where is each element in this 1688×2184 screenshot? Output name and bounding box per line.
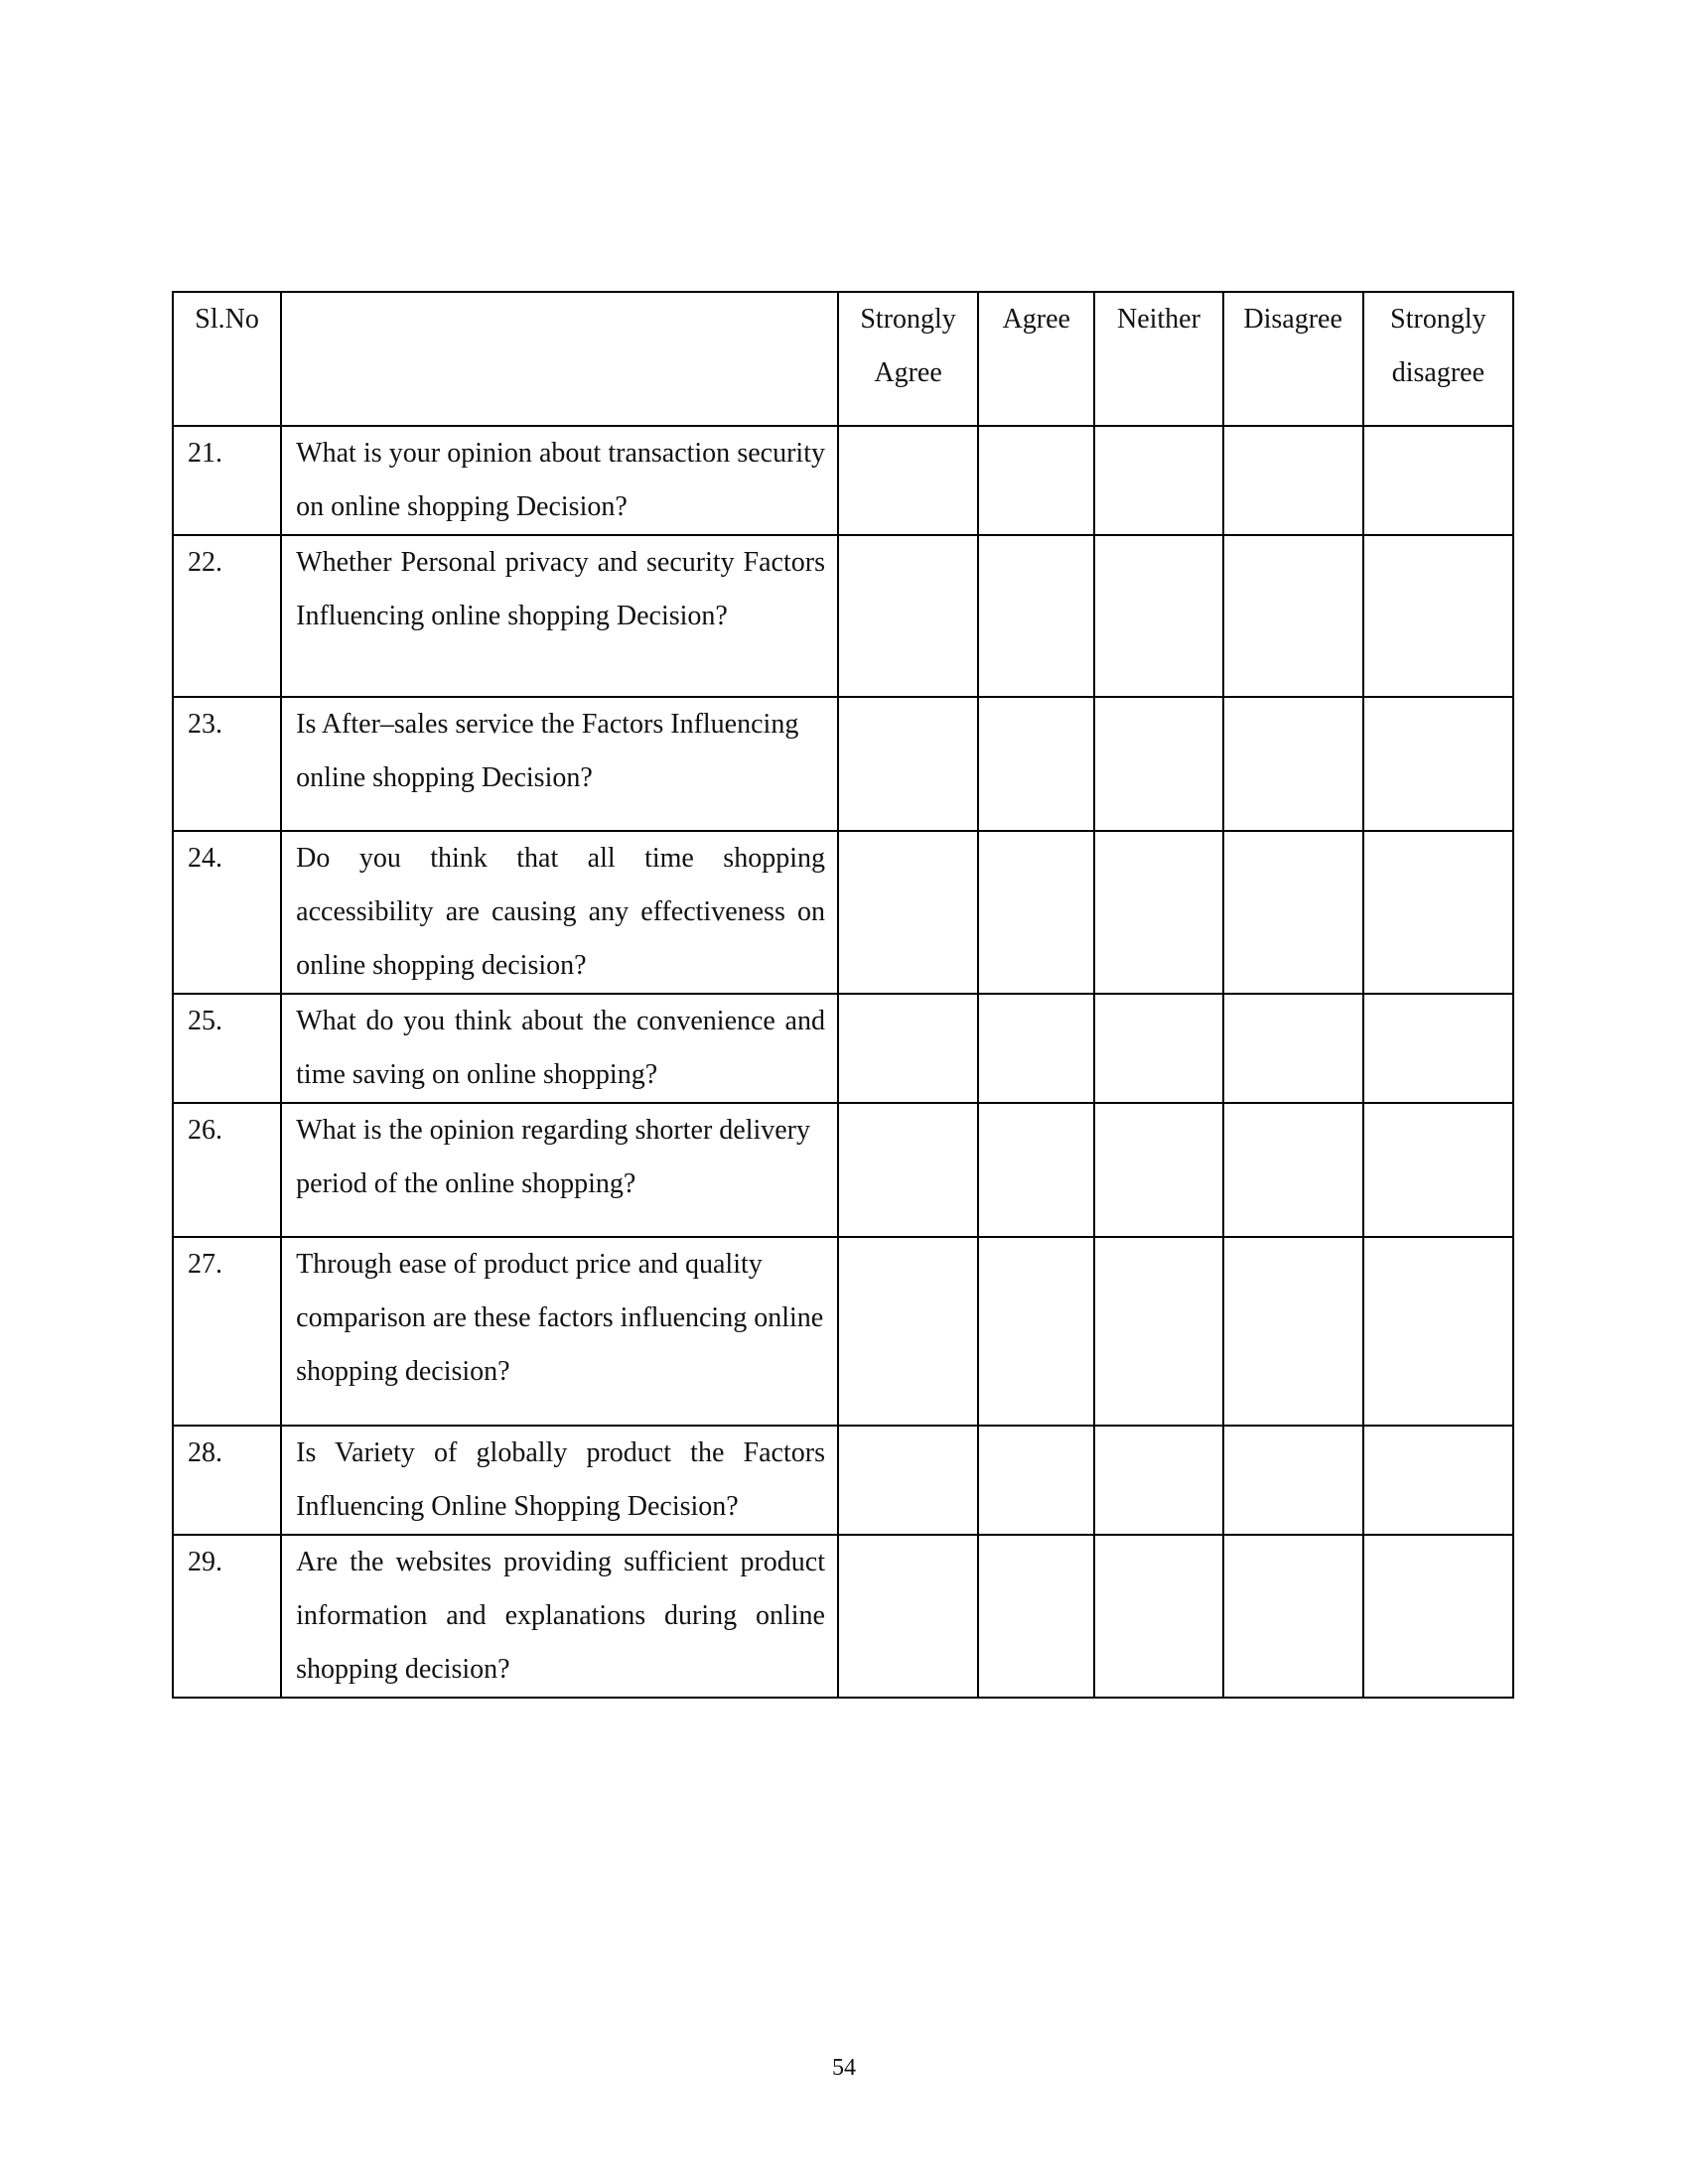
response-disagree-cell[interactable] <box>1223 697 1363 831</box>
row-number: 23. <box>173 697 281 831</box>
question-text: What is the opinion regarding shorter delivery period of the online shopping? <box>281 1103 838 1237</box>
response-agree-cell[interactable] <box>978 994 1094 1103</box>
response-strongly-disagree-cell[interactable] <box>1363 1426 1513 1535</box>
table-row <box>173 535 1513 697</box>
question-text: Is Variety of globally product the Factors Influencing Online Shopping Decision? <box>281 1426 838 1535</box>
header-disagree: Disagree <box>1223 292 1363 426</box>
table-row <box>173 994 1513 1103</box>
response-strongly-disagree-cell[interactable] <box>1363 1535 1513 1698</box>
header-neither: Neither <box>1094 292 1222 426</box>
response-agree-cell[interactable] <box>978 1426 1094 1535</box>
question-text: Through ease of product price and quality comparison are these factors influencing online shopping decision? <box>281 1237 838 1426</box>
response-strongly-agree-cell[interactable] <box>838 831 978 994</box>
table-row <box>173 1103 1513 1237</box>
table-row <box>173 1535 1513 1698</box>
response-neither-cell[interactable] <box>1094 831 1222 994</box>
table-row <box>173 426 1513 535</box>
header-strongly-disagree: Strongly disagree <box>1363 292 1513 426</box>
row-number: 21. <box>173 426 281 535</box>
response-strongly-agree-cell[interactable] <box>838 1103 978 1237</box>
response-neither-cell[interactable] <box>1094 1426 1222 1535</box>
response-disagree-cell[interactable] <box>1223 426 1363 535</box>
table-row <box>173 697 1513 831</box>
question-text: Is After–sales service the Factors Influencing online shopping Decision? <box>281 697 838 831</box>
response-strongly-agree-cell[interactable] <box>838 697 978 831</box>
response-strongly-disagree-cell[interactable] <box>1363 994 1513 1103</box>
table-row <box>173 1237 1513 1426</box>
row-number: 27. <box>173 1237 281 1426</box>
question-text: Whether Personal privacy and security Factors Influencing online shopping Decision? <box>281 535 838 697</box>
response-disagree-cell[interactable] <box>1223 831 1363 994</box>
header-strongly-agree: Strongly Agree <box>838 292 978 426</box>
response-agree-cell[interactable] <box>978 535 1094 697</box>
response-agree-cell[interactable] <box>978 1103 1094 1237</box>
row-number: 24. <box>173 831 281 994</box>
response-agree-cell[interactable] <box>978 426 1094 535</box>
response-strongly-disagree-cell[interactable] <box>1363 535 1513 697</box>
response-neither-cell[interactable] <box>1094 697 1222 831</box>
response-disagree-cell[interactable] <box>1223 1103 1363 1237</box>
header-question <box>281 292 838 426</box>
response-disagree-cell[interactable] <box>1223 1535 1363 1698</box>
response-strongly-disagree-cell[interactable] <box>1363 1237 1513 1426</box>
response-strongly-agree-cell[interactable] <box>838 535 978 697</box>
question-text: What do you think about the convenience and time saving on online shopping? <box>281 994 838 1103</box>
response-neither-cell[interactable] <box>1094 1535 1222 1698</box>
response-agree-cell[interactable] <box>978 1535 1094 1698</box>
table-row <box>173 1426 1513 1535</box>
response-neither-cell[interactable] <box>1094 426 1222 535</box>
response-disagree-cell[interactable] <box>1223 994 1363 1103</box>
response-strongly-agree-cell[interactable] <box>838 1426 978 1535</box>
response-strongly-agree-cell[interactable] <box>838 1237 978 1426</box>
response-disagree-cell[interactable] <box>1223 1237 1363 1426</box>
response-agree-cell[interactable] <box>978 697 1094 831</box>
response-strongly-agree-cell[interactable] <box>838 426 978 535</box>
response-neither-cell[interactable] <box>1094 1103 1222 1237</box>
response-strongly-disagree-cell[interactable] <box>1363 426 1513 535</box>
response-strongly-disagree-cell[interactable] <box>1363 1103 1513 1237</box>
response-strongly-disagree-cell[interactable] <box>1363 697 1513 831</box>
response-neither-cell[interactable] <box>1094 535 1222 697</box>
header-agree: Agree <box>978 292 1094 426</box>
response-disagree-cell[interactable] <box>1223 1426 1363 1535</box>
response-neither-cell[interactable] <box>1094 994 1222 1103</box>
response-agree-cell[interactable] <box>978 831 1094 994</box>
page-number: 54 <box>832 2055 856 2081</box>
response-disagree-cell[interactable] <box>1223 535 1363 697</box>
response-strongly-agree-cell[interactable] <box>838 1535 978 1698</box>
row-number: 25. <box>173 994 281 1103</box>
header-sl-no: Sl.No <box>173 292 281 426</box>
row-number: 28. <box>173 1426 281 1535</box>
questionnaire-table <box>172 291 1514 1699</box>
response-agree-cell[interactable] <box>978 1237 1094 1426</box>
table-row <box>173 831 1513 994</box>
question-text: Do you think that all time shopping accessibility are causing any effectiveness on online shopping decision? <box>281 831 838 994</box>
response-neither-cell[interactable] <box>1094 1237 1222 1426</box>
table-header-row <box>173 292 1513 426</box>
response-strongly-agree-cell[interactable] <box>838 994 978 1103</box>
question-text: What is your opinion about transaction security on online shopping Decision? <box>281 426 838 535</box>
response-strongly-disagree-cell[interactable] <box>1363 831 1513 994</box>
row-number: 22. <box>173 535 281 697</box>
row-number: 26. <box>173 1103 281 1237</box>
question-text: Are the websites providing sufficient product information and explanations during online shopping decision? <box>281 1535 838 1698</box>
row-number: 29. <box>173 1535 281 1698</box>
